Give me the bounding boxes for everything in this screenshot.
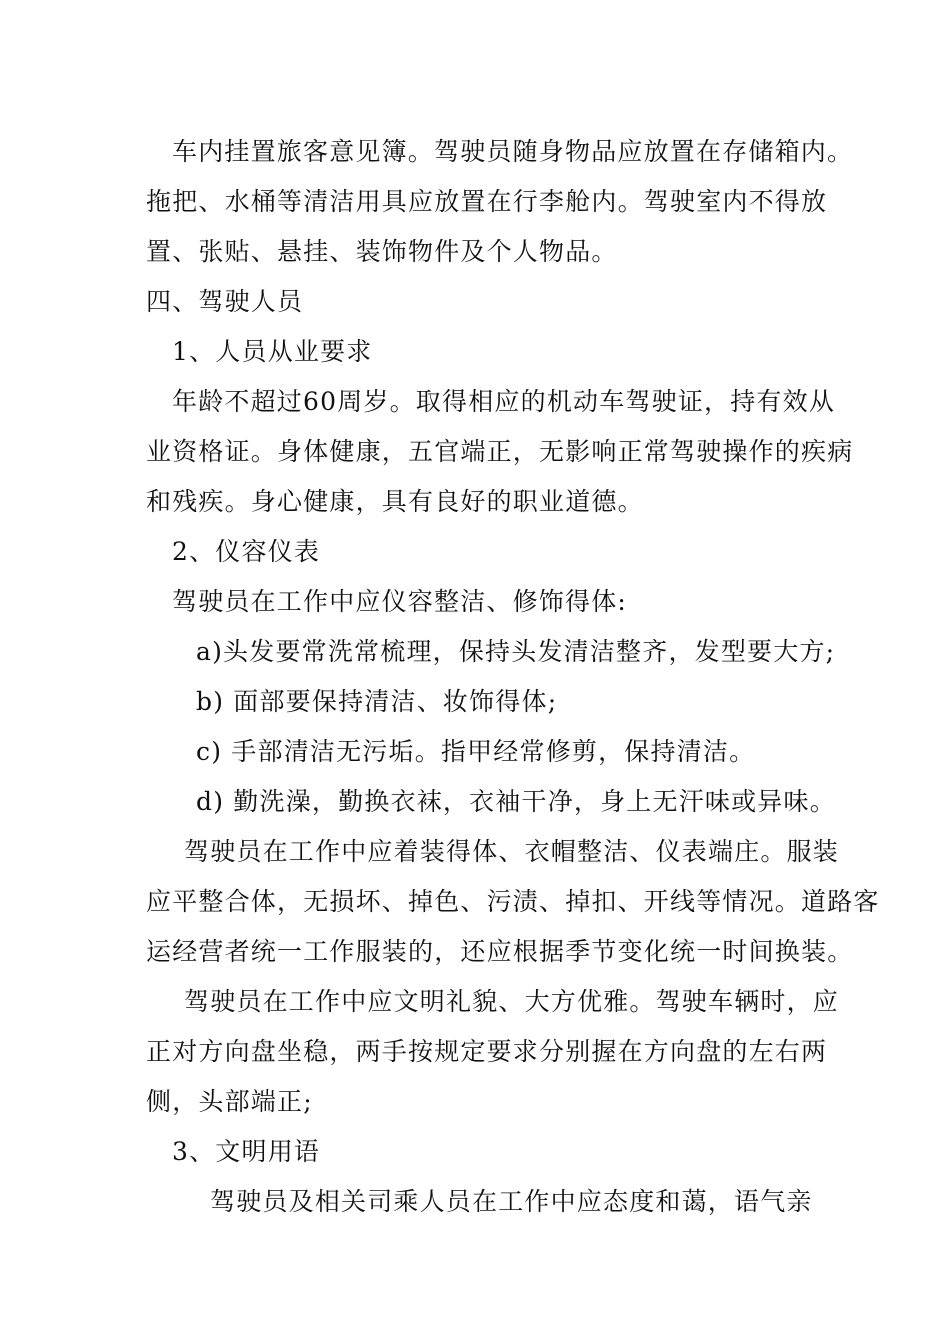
section-heading: 四、驾驶人员	[146, 287, 304, 316]
paragraph-line: 车内挂置旅客意见簿。驾驶员随身物品应放置在存储箱内。	[172, 137, 854, 166]
paragraph-line: 和残疾。身心健康，具有良好的职业道德。	[146, 487, 644, 516]
list-item: d) 勤洗澡，勤换衣袜，衣袖干净，身上无汗味或异味。	[196, 787, 836, 816]
list-item: a)头发要常洗常梳理，保持头发清洁整齐，发型要大方;	[196, 637, 836, 666]
paragraph-line: 驾驶员在工作中应着装得体、衣帽整洁、仪表端庄。服装	[184, 837, 840, 866]
paragraph-line: 驾驶员在工作中应仪容整洁、修饰得体:	[172, 587, 628, 616]
subsection-heading: 1、人员从业要求	[172, 337, 373, 366]
paragraph-line: 运经营者统一工作服装的，还应根据季节变化统一时间换装。	[146, 937, 854, 966]
list-item: b) 面部要保持清洁、妆饰得体;	[196, 687, 558, 716]
paragraph-line: 业资格证。身体健康，五官端正，无影响正常驾驶操作的疾病	[146, 437, 854, 466]
paragraph-line: 驾驶员及相关司乘人员在工作中应态度和蔼，语气亲	[210, 1187, 813, 1216]
list-item: c) 手部清洁无污垢。指甲经常修剪，保持清洁。	[196, 737, 756, 766]
paragraph-line: 应平整合体，无损坏、掉色、污渍、掉扣、开线等情况。道路客	[146, 887, 880, 916]
paragraph-line: 拖把、水桶等清洁用具应放置在行李舱内。驾驶室内不得放	[146, 187, 828, 216]
paragraph-line: 置、张贴、悬挂、装饰物件及个人物品。	[146, 237, 618, 266]
subsection-heading: 2、仪容仪表	[172, 537, 321, 566]
paragraph-line: 驾驶员在工作中应文明礼貌、大方优雅。驾驶车辆时，应	[184, 987, 840, 1016]
paragraph-line: 正对方向盘坐稳，两手按规定要求分别握在方向盘的左右两	[146, 1037, 828, 1066]
paragraph-line: 年龄不超过60周岁。取得相应的机动车驾驶证，持有效从	[172, 387, 836, 416]
subsection-heading: 3、文明用语	[172, 1137, 321, 1166]
paragraph-line: 侧，头部端正;	[146, 1087, 313, 1116]
